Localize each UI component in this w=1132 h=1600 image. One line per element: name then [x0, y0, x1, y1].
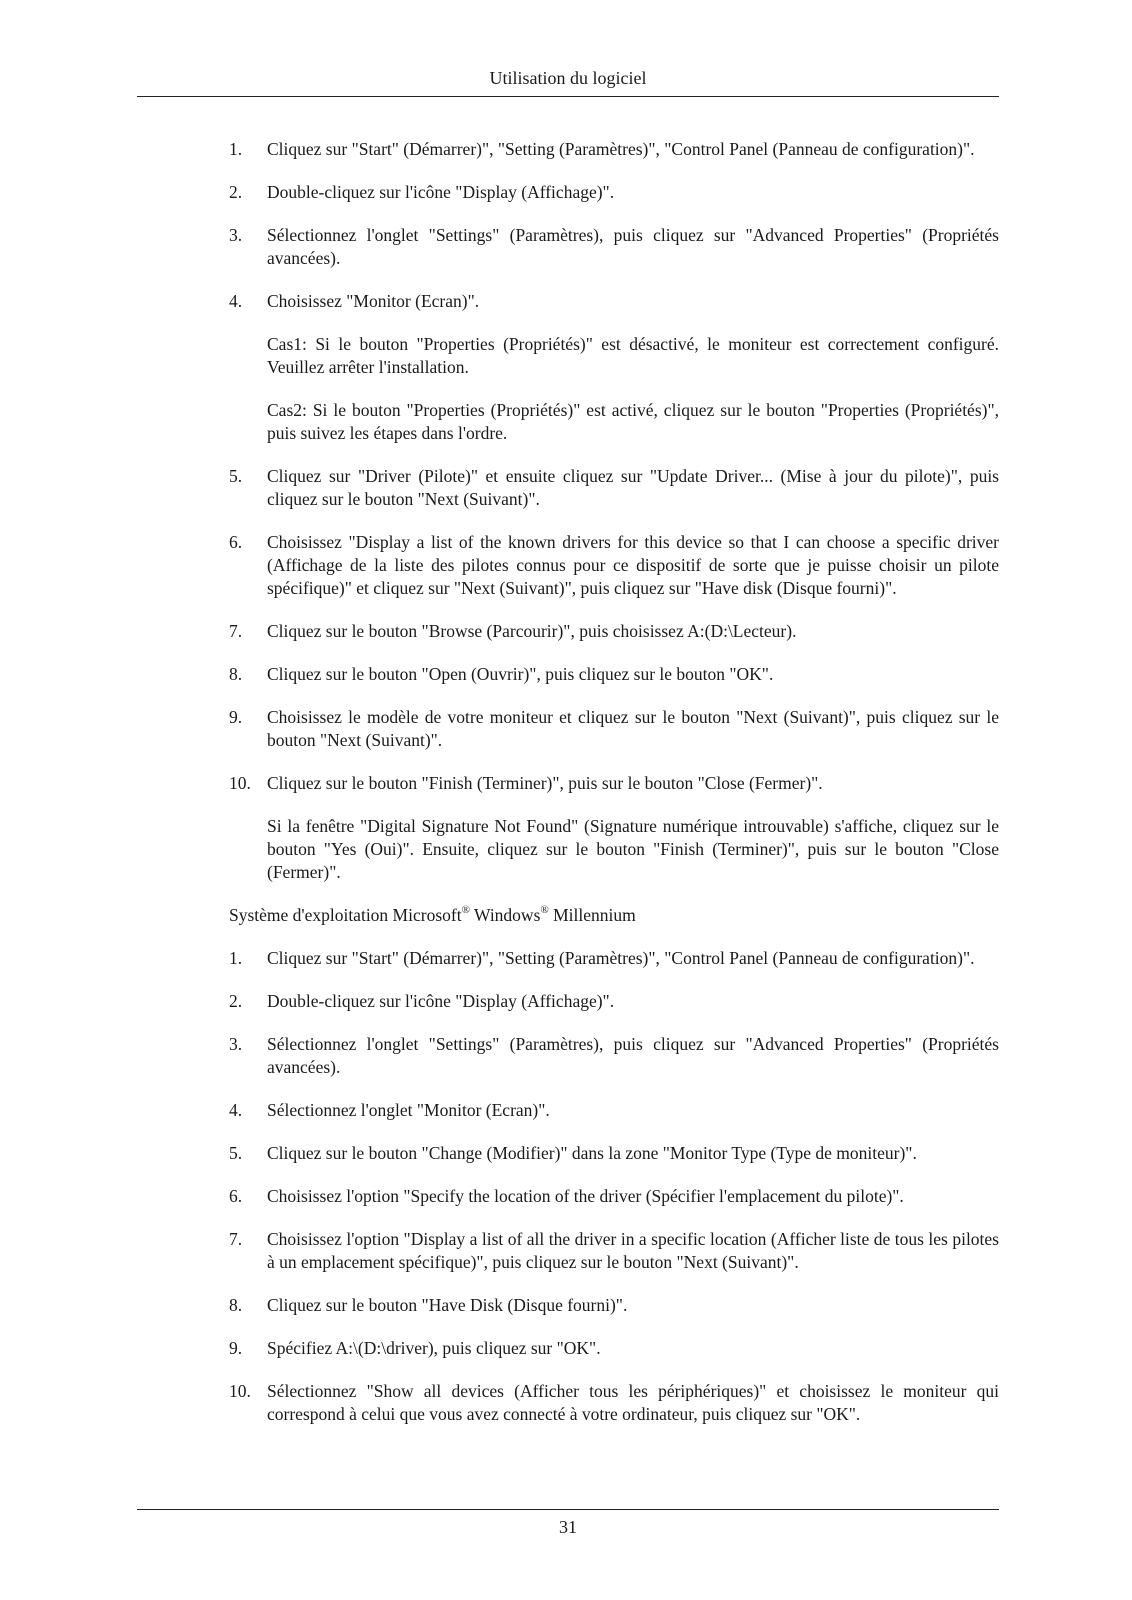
list-item	[229, 772, 999, 795]
page-number: 31	[559, 1517, 577, 1537]
step-number: 9.	[229, 1338, 243, 1358]
step-number: 8.	[229, 1295, 243, 1315]
step-text: Choisissez "Display a list of the known drivers for this device so that I can choose a specific driver (Affichage de la liste des pilotes connus pour ce dispositif de sorte que je puisse choisir un pilote spécifique)" et cliquez sur "Next (Suivant)", puis cliquez sur "Have disk (Disque fourni)".	[267, 532, 999, 598]
step-text: Choisissez l'option "Specify the location of the driver (Spécifier l'emplacement du pilote)".	[267, 1186, 904, 1206]
page-header-title: Utilisation du logiciel	[489, 68, 647, 88]
list-item	[229, 1337, 999, 1360]
list-item	[229, 1142, 999, 1165]
step-number: 10.	[229, 773, 251, 793]
step-text: Cliquez sur le bouton "Browse (Parcourir)", puis choisissez A:(D:\Lecteur).	[267, 621, 797, 641]
step-text: Cliquez sur le bouton "Change (Modifier)" dans la zone "Monitor Type (Type de moniteur)".	[267, 1143, 917, 1163]
list-item	[229, 1033, 999, 1079]
step-number: 2.	[229, 182, 243, 202]
list-item	[229, 1294, 999, 1317]
step-number: 3.	[229, 1034, 243, 1054]
list-item	[229, 620, 999, 643]
step-text: Double-cliquez sur l'icône "Display (Affichage)".	[267, 991, 615, 1011]
step-number: 1.	[229, 139, 243, 159]
list-item	[229, 224, 999, 270]
step-text: Cliquez sur le bouton "Have Disk (Disque fourni)".	[267, 1295, 628, 1315]
list-item	[229, 1099, 999, 1122]
case-1-note: Cas1: Si le bouton "Properties (Propriétés)" est désactivé, le moniteur est correctement configuré. Veuillez arrêter l'installation.	[267, 334, 999, 377]
step-text: Cliquez sur "Driver (Pilote)" et ensuite cliquez sur "Update Driver... (Mise à jour du pilote)", puis cliquez sur le bouton "Next (Suivant)".	[267, 466, 999, 509]
list-item	[229, 531, 999, 600]
heading-text: Millennium	[548, 905, 636, 925]
step-number: 9.	[229, 707, 243, 727]
step-number: 4.	[229, 291, 243, 311]
page-content	[229, 138, 999, 1446]
list-item	[229, 1380, 999, 1426]
step-text: Sélectionnez l'onglet "Settings" (Paramètres), puis cliquez sur "Advanced Properties" (Propriétés avancées).	[267, 1034, 999, 1077]
step-text: Cliquez sur le bouton "Open (Ouvrir)", puis cliquez sur le bouton "OK".	[267, 664, 774, 684]
list-item	[229, 663, 999, 686]
step-number: 6.	[229, 532, 243, 552]
list-item	[229, 138, 999, 161]
signature-note: Si la fenêtre "Digital Signature Not Found" (Signature numérique introuvable) s'affiche, cliquez sur le bouton "Yes (Oui)". Ensuite, cliquez sur le bouton "Finish (Terminer)", puis sur le bouton "Close (Fermer)".	[267, 816, 999, 882]
registered-mark: ®	[461, 904, 470, 917]
step-text: Cliquez sur "Start" (Démarrer)", "Setting (Paramètres)", "Control Panel (Panneau de configuration)".	[267, 139, 975, 159]
step-number: 8.	[229, 664, 243, 684]
step-text: Sélectionnez l'onglet "Monitor (Ecran)".	[267, 1100, 550, 1120]
list-item	[229, 1185, 999, 1208]
heading-text: Windows	[469, 905, 541, 925]
header-rule	[137, 96, 999, 97]
list-item	[229, 1228, 999, 1274]
step-text: Choisissez "Monitor (Ecran)".	[267, 291, 480, 311]
step-number: 4.	[229, 1100, 243, 1120]
step-number: 7.	[229, 1229, 243, 1249]
step-text: Choisissez l'option "Display a list of all the driver in a specific location (Afficher liste de tous les pilotes à un emplacement spécifique)", puis cliquez sur le bouton "Next (Suivant)".	[267, 1229, 999, 1272]
list-item	[229, 465, 999, 511]
case-2-note: Cas2: Si le bouton "Properties (Propriétés)" est activé, cliquez sur le bouton "Properties (Propriétés)", puis suivez les étapes dans l'ordre.	[267, 400, 999, 443]
step-text: Double-cliquez sur l'icône "Display (Affichage)".	[267, 182, 615, 202]
step-number: 1.	[229, 948, 243, 968]
step-number: 7.	[229, 621, 243, 641]
step-number: 10.	[229, 1381, 251, 1401]
step-number: 3.	[229, 225, 243, 245]
list-item	[229, 181, 999, 204]
step-text: Sélectionnez "Show all devices (Afficher tous les périphériques)" et choisissez le moniteur qui correspond à celui que vous avez connecté à votre ordinateur, puis cliquez sur "OK".	[267, 1381, 999, 1424]
list-item	[229, 290, 999, 313]
step-number: 5.	[229, 466, 243, 486]
step-text: Sélectionnez l'onglet "Settings" (Paramètres), puis cliquez sur "Advanced Properties" (Propriétés avancées).	[267, 225, 999, 268]
list-item	[229, 947, 999, 970]
registered-mark: ®	[540, 904, 549, 917]
step-number: 5.	[229, 1143, 243, 1163]
step-text: Spécifiez A:\(D:\driver), puis cliquez sur "OK".	[267, 1338, 601, 1358]
step-number: 2.	[229, 991, 243, 1011]
section-heading-windows-me	[229, 904, 999, 927]
list-item	[229, 706, 999, 752]
step-text: Cliquez sur "Start" (Démarrer)", "Setting (Paramètres)", "Control Panel (Panneau de configuration)".	[267, 948, 975, 968]
heading-text: Système d'exploitation Microsoft	[229, 905, 462, 925]
step-number: 6.	[229, 1186, 243, 1206]
list-item	[229, 990, 999, 1013]
footer-rule	[137, 1509, 999, 1510]
step-text: Cliquez sur le bouton "Finish (Terminer)", puis sur le bouton "Close (Fermer)".	[267, 773, 823, 793]
step-text: Choisissez le modèle de votre moniteur et cliquez sur le bouton "Next (Suivant)", puis cliquez sur le bouton "Next (Suivant)".	[267, 707, 999, 750]
